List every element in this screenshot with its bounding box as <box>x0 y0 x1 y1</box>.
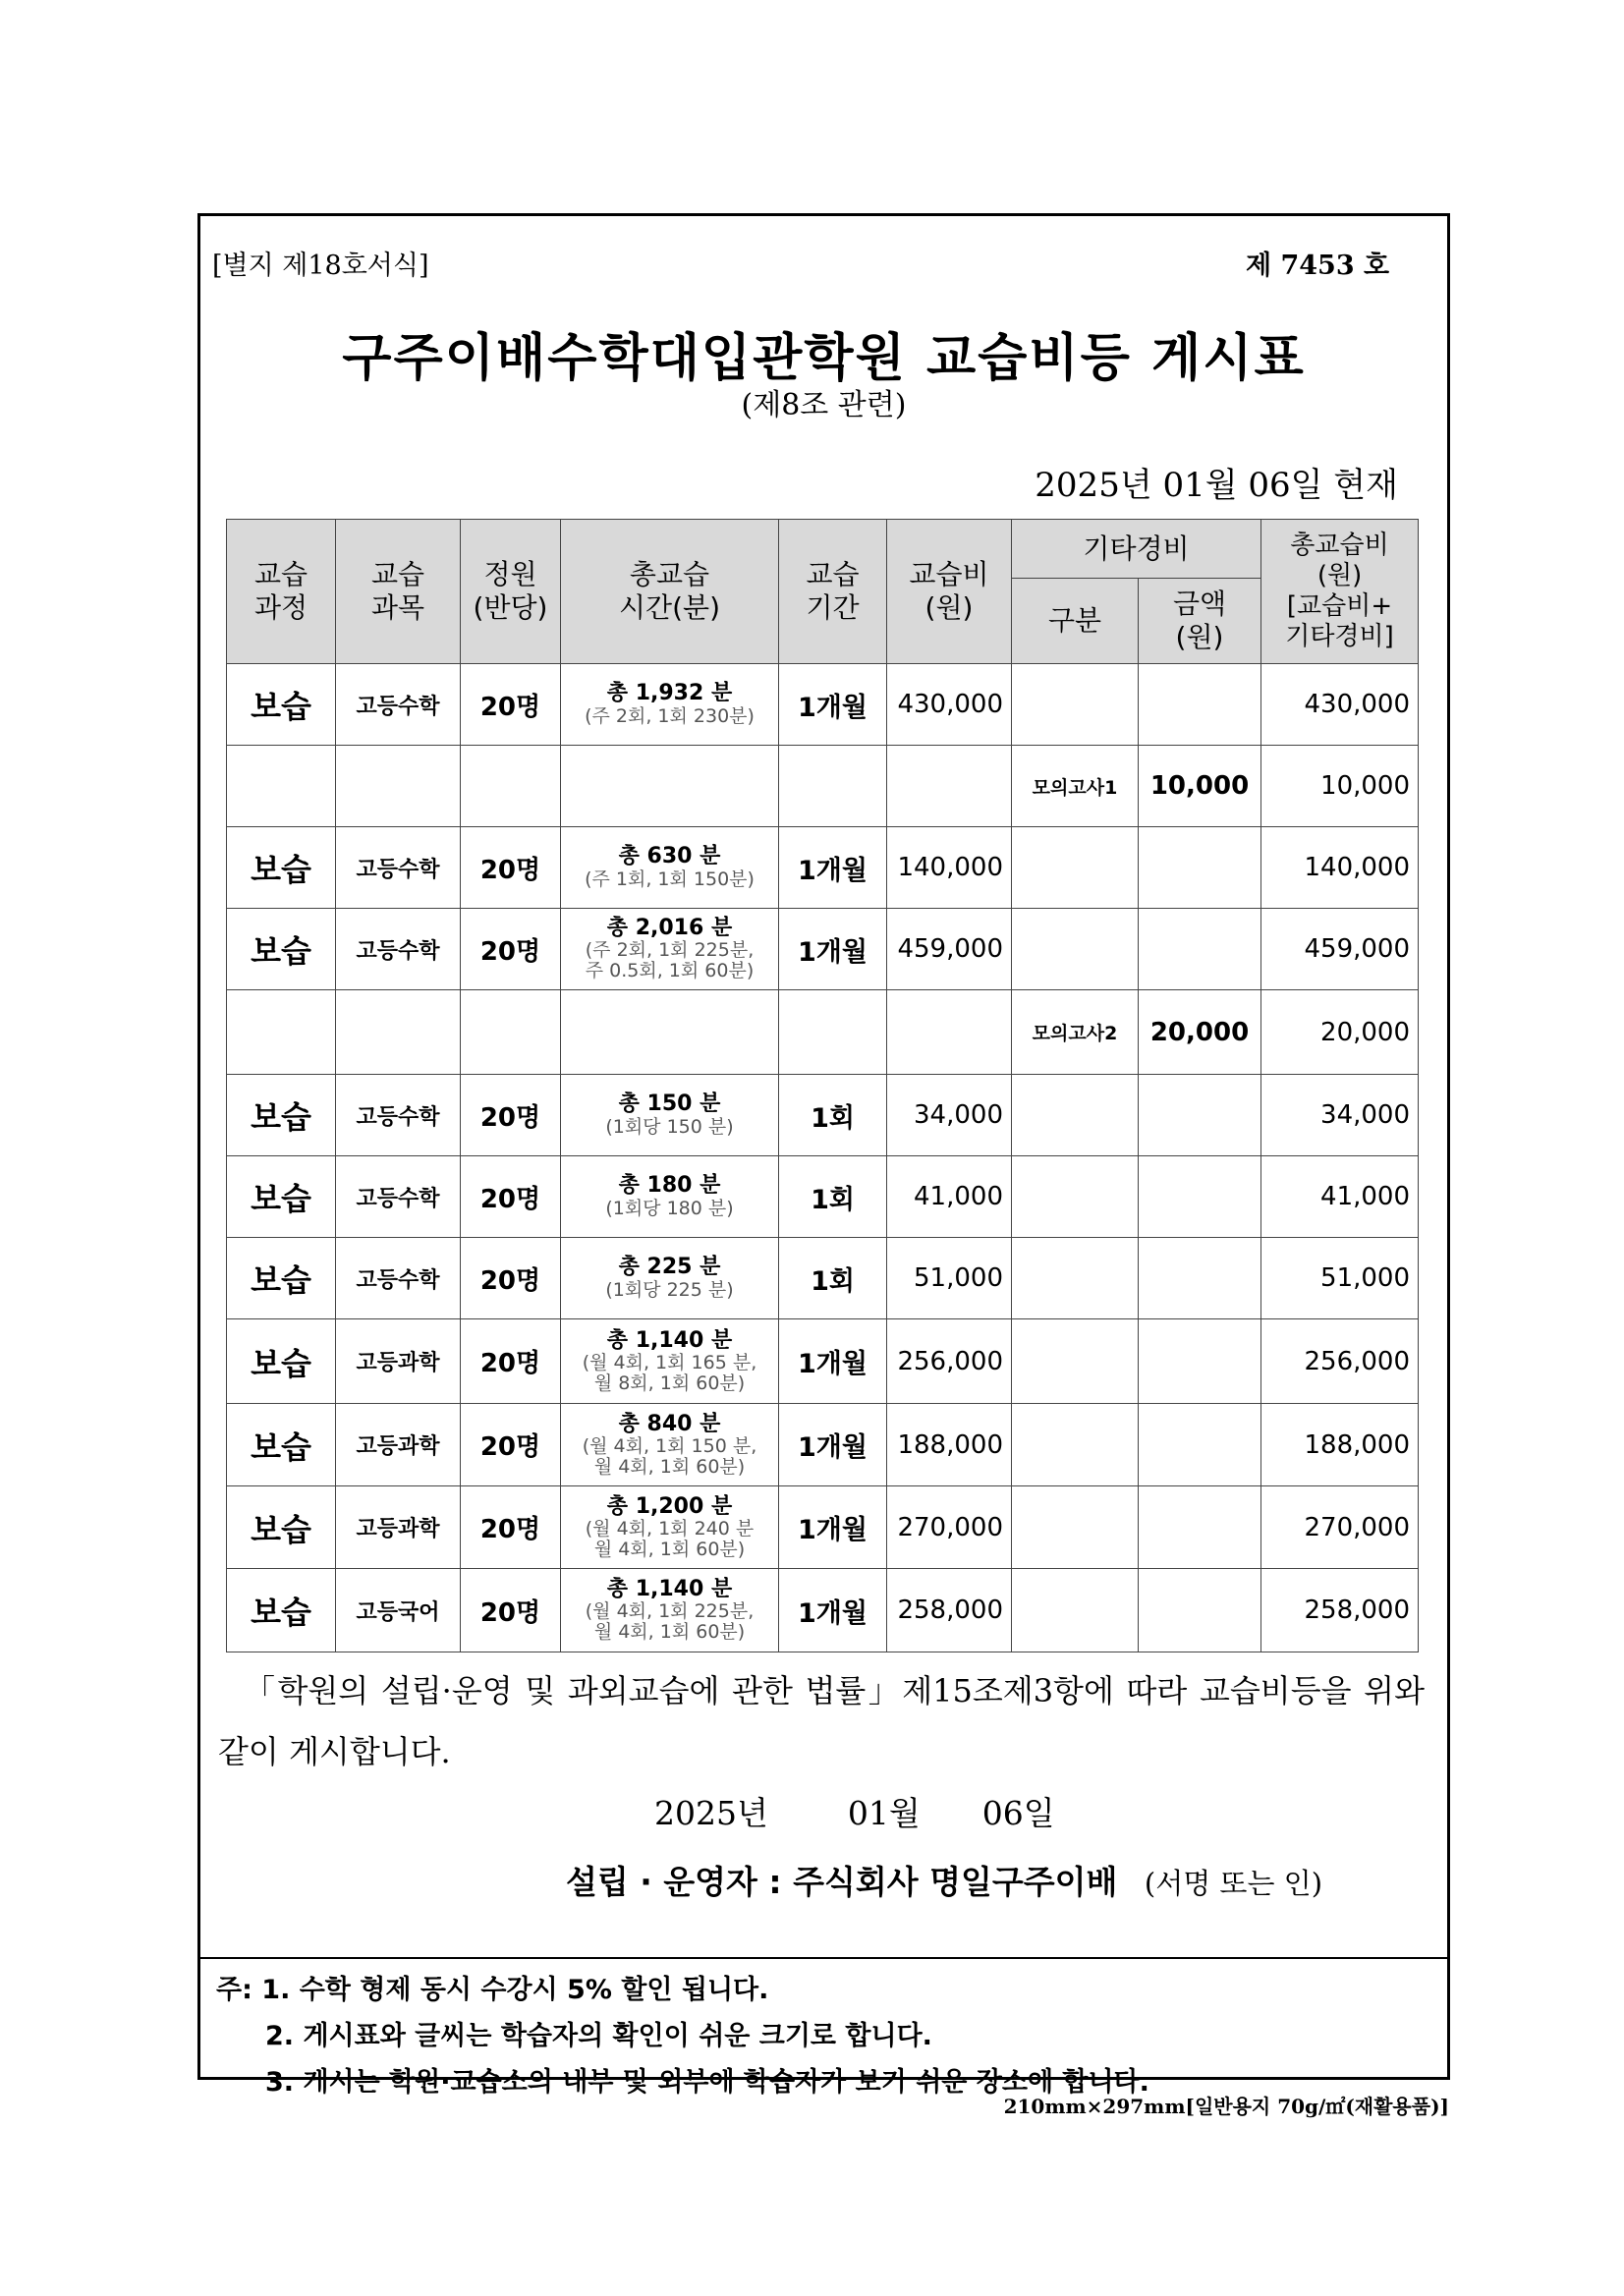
table-row <box>227 990 1419 1075</box>
row-total: 20,000 <box>1261 990 1419 1075</box>
row-extra-name <box>1012 827 1139 909</box>
time-detail: (월 4회, 1회 165 분, 월 8회, 1회 60분) <box>582 1351 757 1394</box>
row-subject <box>336 990 461 1075</box>
row-total: 256,000 <box>1261 1319 1419 1404</box>
row-capacity: 20명 <box>461 1486 561 1569</box>
row-total-time <box>561 1319 779 1404</box>
table-row <box>227 1075 1419 1156</box>
time-total: 총 1,140 분 <box>606 1577 733 1602</box>
row-extra-amount <box>1139 827 1261 909</box>
row-subject: 고등국어 <box>336 1569 461 1652</box>
row-period: 1개월 <box>779 664 887 746</box>
fee-table-body <box>227 664 1419 1652</box>
row-course: 보습 <box>227 1404 336 1486</box>
footer-date <box>654 1788 1055 1834</box>
row-course: 보습 <box>227 827 336 909</box>
time-total: 총 1,200 분 <box>606 1493 733 1519</box>
row-subject: 고등수학 <box>336 664 461 746</box>
operator-label: 설립 · 운영자 : <box>566 1863 782 1901</box>
row-total: 188,000 <box>1261 1404 1419 1486</box>
footer-date-month: 01월 <box>847 1794 921 1832</box>
time-total: 총 630 분 <box>618 844 721 869</box>
row-period: 1회 <box>779 1238 887 1319</box>
time-total: 총 180 분 <box>618 1173 721 1199</box>
row-course: 보습 <box>227 1486 336 1569</box>
row-extra-amount: 20,000 <box>1139 990 1261 1075</box>
table-row <box>227 746 1419 827</box>
note-item: 2. 게시표와 글씨는 학습자의 확인이 쉬운 크기로 합니다. <box>265 2021 932 2051</box>
row-fee: 258,000 <box>887 1569 1012 1652</box>
form-number: 제 7453 호 <box>1246 251 1390 281</box>
row-period <box>779 746 887 827</box>
row-course <box>227 990 336 1075</box>
row-capacity <box>461 746 561 827</box>
header-course: 교습 과정 <box>227 520 336 664</box>
row-course: 보습 <box>227 1319 336 1404</box>
row-extra-amount <box>1139 664 1261 746</box>
row-total-time <box>561 909 779 990</box>
time-detail: (주 2회, 1회 225분, 주 0.5회, 1회 60분) <box>585 939 755 982</box>
row-total: 51,000 <box>1261 1238 1419 1319</box>
row-subject: 고등수학 <box>336 909 461 990</box>
row-capacity <box>461 990 561 1075</box>
operator-line <box>566 1857 1322 1903</box>
row-total: 430,000 <box>1261 664 1419 746</box>
row-subject: 고등수학 <box>336 1238 461 1319</box>
time-total: 총 840 분 <box>618 1411 721 1436</box>
table-row <box>227 664 1419 746</box>
row-fee: 41,000 <box>887 1156 1012 1238</box>
row-extra-amount <box>1139 1075 1261 1156</box>
row-extra-name <box>1012 1404 1139 1486</box>
row-subject: 고등과학 <box>336 1486 461 1569</box>
row-extra-amount <box>1139 1404 1261 1486</box>
row-extra-name <box>1012 1486 1139 1569</box>
row-period: 1개월 <box>779 909 887 990</box>
header-other-type: 구분 <box>1012 579 1139 664</box>
fee-table <box>226 519 1419 1652</box>
row-period: 1회 <box>779 1075 887 1156</box>
row-subject: 고등과학 <box>336 1404 461 1486</box>
row-course: 보습 <box>227 1569 336 1652</box>
row-total-time <box>561 1238 779 1319</box>
row-extra-name <box>1012 1238 1139 1319</box>
row-total-time <box>561 664 779 746</box>
row-total-time <box>561 1404 779 1486</box>
note-item: 3. 게시는 학원·교습소의 내부 및 외부에 학습자가 보기 쉬운 장소에 합니다. <box>265 2067 1149 2098</box>
row-period: 1개월 <box>779 1319 887 1404</box>
header-other-expenses: 기타경비 <box>1012 520 1261 579</box>
row-extra-amount <box>1139 1238 1261 1319</box>
row-extra-amount <box>1139 909 1261 990</box>
row-period: 1개월 <box>779 1486 887 1569</box>
footer-date-day: 06일 <box>981 1794 1055 1832</box>
row-total: 34,000 <box>1261 1075 1419 1156</box>
time-detail: (월 4회, 1회 150 분, 월 4회, 1회 60분) <box>582 1434 757 1478</box>
row-capacity: 20명 <box>461 664 561 746</box>
row-total-time <box>561 827 779 909</box>
header-total-fee: 총교습비 (원) [교습비+ 기타경비] <box>1261 520 1419 664</box>
table-row <box>227 1404 1419 1486</box>
form-label: [별지 제18호서식] <box>212 251 429 281</box>
row-capacity: 20명 <box>461 1075 561 1156</box>
row-extra-name: 모의고사2 <box>1012 990 1139 1075</box>
row-extra-amount <box>1139 1569 1261 1652</box>
row-fee: 270,000 <box>887 1486 1012 1569</box>
row-subject: 고등수학 <box>336 827 461 909</box>
page-title: 구주이배수학대입관학원 교습비등 게시표 <box>342 329 1306 388</box>
time-detail: (월 4회, 1회 225분, 월 4회, 1회 60분) <box>585 1600 755 1644</box>
row-extra-amount <box>1139 1319 1261 1404</box>
table-row <box>227 827 1419 909</box>
row-total: 41,000 <box>1261 1156 1419 1238</box>
row-total: 140,000 <box>1261 827 1419 909</box>
row-extra-name <box>1012 909 1139 990</box>
header-total-time: 총교습 시간(분) <box>561 520 779 664</box>
row-fee: 34,000 <box>887 1075 1012 1156</box>
table-row <box>227 909 1419 990</box>
time-detail: (월 4회, 1회 240 분 월 4회, 1회 60분) <box>585 1517 755 1560</box>
footer-date-year: 2025년 <box>654 1794 768 1832</box>
row-period: 1회 <box>779 1156 887 1238</box>
row-period: 1개월 <box>779 827 887 909</box>
statement-text: 「학원의 설립·운영 및 과외교습에 관한 법률」제15조제3항에 따라 교습비등을 위와 같이 게시합니다. <box>218 1672 1425 1770</box>
page-subtitle: (제8조 관련) <box>741 388 907 422</box>
signature-note: (서명 또는 인) <box>1144 1867 1323 1900</box>
time-total: 총 1,932 분 <box>606 681 733 706</box>
row-total: 258,000 <box>1261 1569 1419 1652</box>
row-capacity: 20명 <box>461 827 561 909</box>
row-capacity: 20명 <box>461 1569 561 1652</box>
row-subject: 고등수학 <box>336 1075 461 1156</box>
table-row <box>227 1319 1419 1404</box>
table-row <box>227 1486 1419 1569</box>
row-course: 보습 <box>227 1238 336 1319</box>
table-row <box>227 1156 1419 1238</box>
row-fee <box>887 746 1012 827</box>
row-capacity: 20명 <box>461 1404 561 1486</box>
header-capacity: 정원 (반당) <box>461 520 561 664</box>
row-total: 459,000 <box>1261 909 1419 990</box>
table-row <box>227 1569 1419 1652</box>
paper-spec: 210mm×297mm[일반용지 70g/㎡(재활용품)] <box>1003 2095 1449 2118</box>
row-capacity: 20명 <box>461 1319 561 1404</box>
row-subject: 고등수학 <box>336 1156 461 1238</box>
row-capacity: 20명 <box>461 1156 561 1238</box>
row-extra-amount <box>1139 1156 1261 1238</box>
time-total: 총 150 분 <box>618 1092 721 1117</box>
row-course: 보습 <box>227 909 336 990</box>
row-course <box>227 746 336 827</box>
row-fee: 51,000 <box>887 1238 1012 1319</box>
header-subject: 교습 과목 <box>336 520 461 664</box>
header-other-amount: 금액 (원) <box>1139 579 1261 664</box>
row-total-time <box>561 1075 779 1156</box>
row-extra-amount: 10,000 <box>1139 746 1261 827</box>
row-fee: 430,000 <box>887 664 1012 746</box>
row-fee <box>887 990 1012 1075</box>
time-total: 총 225 분 <box>618 1255 721 1280</box>
row-extra-amount <box>1139 1486 1261 1569</box>
row-total-time <box>561 746 779 827</box>
row-course: 보습 <box>227 1075 336 1156</box>
header-fee: 교습비 (원) <box>887 520 1012 664</box>
row-extra-name: 모의고사1 <box>1012 746 1139 827</box>
notes-section <box>197 1957 1450 1959</box>
row-extra-name <box>1012 1156 1139 1238</box>
header-period: 교습 기간 <box>779 520 887 664</box>
time-detail: (1회당 150 분) <box>605 1115 734 1138</box>
time-detail: (1회당 225 분) <box>605 1278 734 1301</box>
time-detail: (주 2회, 1회 230분) <box>585 704 755 727</box>
row-total: 270,000 <box>1261 1486 1419 1569</box>
table-row <box>227 1238 1419 1319</box>
row-total-time <box>561 1156 779 1238</box>
row-course: 보습 <box>227 1156 336 1238</box>
row-subject: 고등과학 <box>336 1319 461 1404</box>
row-extra-name <box>1012 1319 1139 1404</box>
row-fee: 256,000 <box>887 1319 1012 1404</box>
row-capacity: 20명 <box>461 1238 561 1319</box>
time-detail: (주 1회, 1회 150분) <box>585 868 755 890</box>
row-course: 보습 <box>227 664 336 746</box>
row-total: 10,000 <box>1261 746 1419 827</box>
row-fee: 188,000 <box>887 1404 1012 1486</box>
row-extra-name <box>1012 1569 1139 1652</box>
row-extra-name <box>1012 1075 1139 1156</box>
row-total-time <box>561 1569 779 1652</box>
row-fee: 459,000 <box>887 909 1012 990</box>
row-extra-name <box>1012 664 1139 746</box>
row-period: 1개월 <box>779 1569 887 1652</box>
operator-name: 주식회사 명일구주이배 <box>793 1863 1118 1901</box>
row-subject <box>336 746 461 827</box>
row-total-time <box>561 1486 779 1569</box>
row-period <box>779 990 887 1075</box>
row-capacity: 20명 <box>461 909 561 990</box>
row-fee: 140,000 <box>887 827 1012 909</box>
note-item: 주: 1. 수학 형제 동시 수강시 5% 할인 됩니다. <box>216 1975 769 2005</box>
as-of-date: 2025년 01월 06일 현재 <box>1035 466 1398 505</box>
time-total: 총 2,016 분 <box>606 916 733 941</box>
row-total-time <box>561 990 779 1075</box>
row-period: 1개월 <box>779 1404 887 1486</box>
time-total: 총 1,140 분 <box>606 1327 733 1353</box>
time-detail: (1회당 180 분) <box>605 1197 734 1219</box>
